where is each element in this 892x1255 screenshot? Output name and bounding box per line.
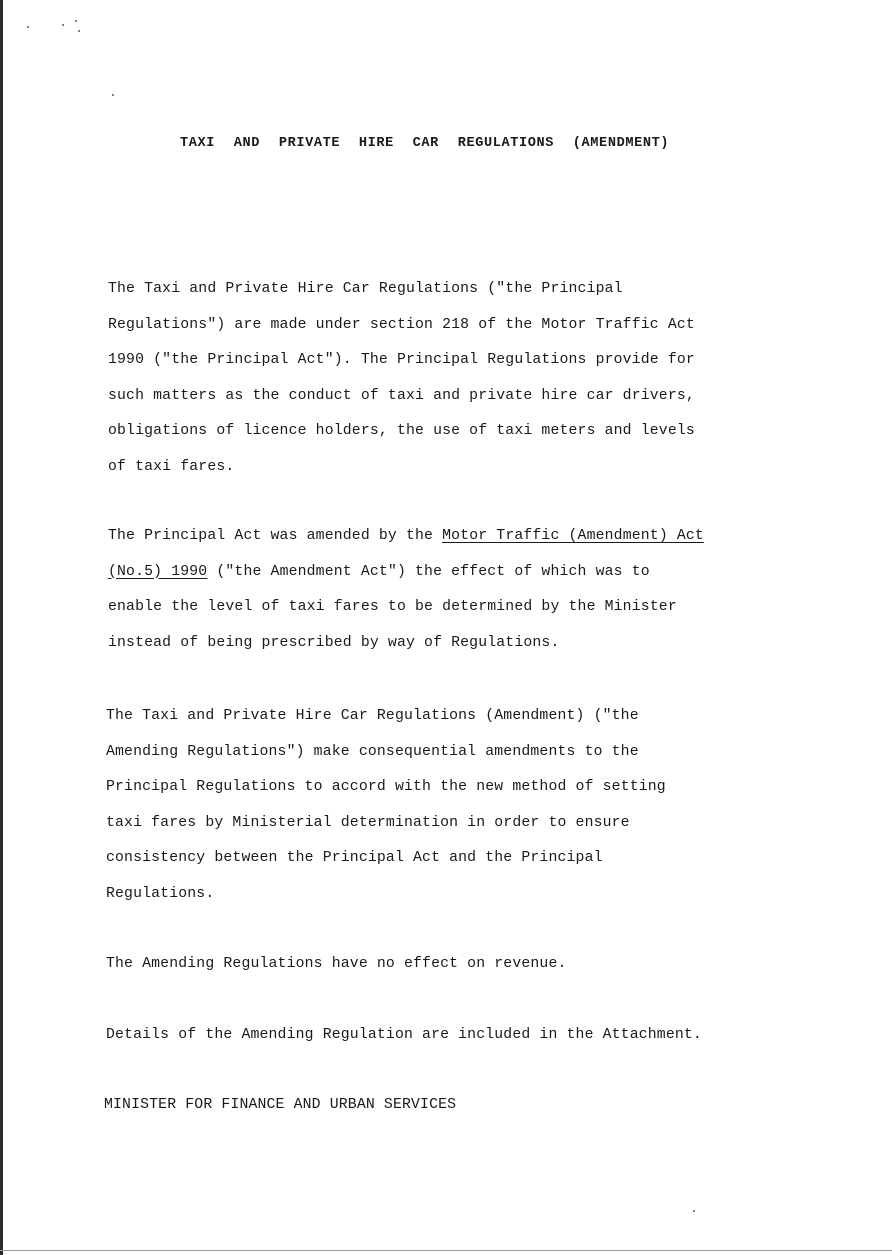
scan-speck xyxy=(693,1210,695,1212)
paragraph-attachment xyxy=(106,1018,826,1054)
text-line: Regulations") are made under section 218 of the Motor Traffic Act xyxy=(108,316,695,333)
text-line: Details of the Amending Regulation are included in the Attachment. xyxy=(106,1027,702,1043)
text-line: The Taxi and Private Hire Car Regulations (Amendment) ("the xyxy=(106,708,639,724)
paragraph-principal-regulations xyxy=(108,272,828,485)
text-line: of taxi fares. xyxy=(108,458,235,475)
text-line: consistency between the Principal Act and the Principal xyxy=(106,850,603,866)
act-citation-part2: (No.5) 1990 xyxy=(108,563,208,580)
text-line: taxi fares by Ministerial determination in order to ensure xyxy=(106,814,630,831)
scan-speck xyxy=(27,26,29,28)
page-bottom-edge xyxy=(0,1250,892,1251)
minister-signoff xyxy=(104,1088,824,1124)
text-line: The Taxi and Private Hire Car Regulations ("the Principal xyxy=(108,281,623,297)
text-line xyxy=(108,519,828,555)
paragraph-amending-regulations xyxy=(106,699,826,912)
text-tail: ("the Amendment Act") the effect of which was to xyxy=(207,563,650,580)
text-line: enable the level of taxi fares to be determined by the Minister xyxy=(108,599,677,615)
act-citation-part1: Motor Traffic (Amendment) Act xyxy=(442,528,704,544)
text-line: Amending Regulations") make consequential amendments to the xyxy=(106,743,639,760)
document-title: TAXI AND PRIVATE HIRE CAR REGULATIONS (AMENDMENT) xyxy=(180,136,670,151)
text-line: obligations of licence holders, the use of taxi meters and levels xyxy=(108,423,695,439)
text-line: such matters as the conduct of taxi and private hire car drivers, xyxy=(108,387,695,404)
text-line: MINISTER FOR FINANCE AND URBAN SERVICES xyxy=(104,1097,457,1113)
paragraph-amendment-act xyxy=(108,519,828,661)
text-line: Regulations. xyxy=(106,885,215,902)
text-line: instead of being prescribed by way of Regulations. xyxy=(108,634,560,651)
text-lead: The Principal Act was amended by the xyxy=(108,528,443,544)
scan-speck xyxy=(75,20,77,22)
text-line xyxy=(108,555,828,591)
scan-speck xyxy=(62,24,64,26)
text-line: 1990 ("the Principal Act"). The Principal Regulations provide for xyxy=(108,352,695,368)
scan-speck xyxy=(112,94,114,96)
paragraph-revenue xyxy=(106,947,826,983)
text-line: The Amending Regulations have no effect on revenue. xyxy=(106,956,567,972)
scan-speck xyxy=(78,30,80,32)
text-line: Principal Regulations to accord with the new method of setting xyxy=(106,779,666,795)
page-edge xyxy=(0,0,3,1255)
